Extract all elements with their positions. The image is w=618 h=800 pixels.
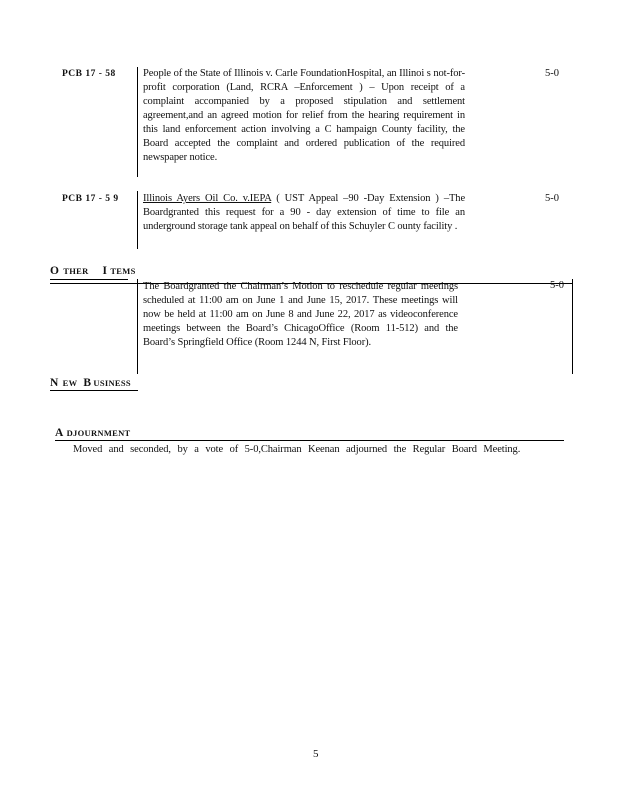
- case-title: Illinois Ayers Oil Co. v.IEPA: [143, 193, 272, 204]
- case-block: [143, 192, 465, 234]
- section-heading-adjournment: A DJOURNMENT: [55, 427, 131, 439]
- adjournment-text: Moved and seconded, by a vote of 5-0,Chairman Keenan adjourned the Regular Board Meeting.: [73, 444, 521, 455]
- case-description: ( UST Appeal –90 -Day Extension ) –The Boardgranted this request for a 90 - day extension of time to file an underground storage tank appeal on behalf of this Schuyler C ounty facility .: [143, 193, 466, 232]
- heading-underline: [50, 279, 128, 280]
- column-divider: [137, 279, 138, 374]
- column-divider: [137, 67, 138, 177]
- vote-result: 5-0: [545, 68, 559, 79]
- section-heading-other-items: O THER I TEMS: [50, 265, 136, 277]
- column-divider: [137, 191, 138, 249]
- case-description: People of the State of Illinois v. Carle FoundationHospital, an Illinoi s not-for-profit corporation (Land, RCRA –Enforcement ) – Upon receipt of a complaint accompanied by a proposed stipulation and settlement agreement,and an agreed motion for relief from the hearing requirement in this land enforcement action involving a C hampaign County facility, the Board accepted the complaint and ordered publication of the required newspaper notice.: [143, 68, 465, 163]
- section-rule: [55, 440, 564, 441]
- case-number: PCB 17 - 5 9: [62, 194, 119, 204]
- vote-result: 5-0: [545, 193, 559, 204]
- case-number: PCB 17 - 58: [62, 69, 116, 79]
- heading-underline: [50, 390, 138, 391]
- other-items-text: The Boardgranted the Chairman’s Motion to reschedule regular meetings scheduled at 11:00 am on June 1 and June 15, 2017. These meetings will now be held at 11:00 am on June 8 and June 22, 2017 as videoconference meetings between the Board’s ChicagoOffice (Room 11-512) and the Board’s Springfield Office (Room 1244 N, First Floor).: [143, 281, 458, 348]
- section-heading-new-business: N EW B USINESS: [50, 377, 131, 389]
- page-number: 5: [313, 748, 319, 760]
- vote-result: 5-0: [550, 280, 564, 291]
- right-border: [572, 279, 573, 374]
